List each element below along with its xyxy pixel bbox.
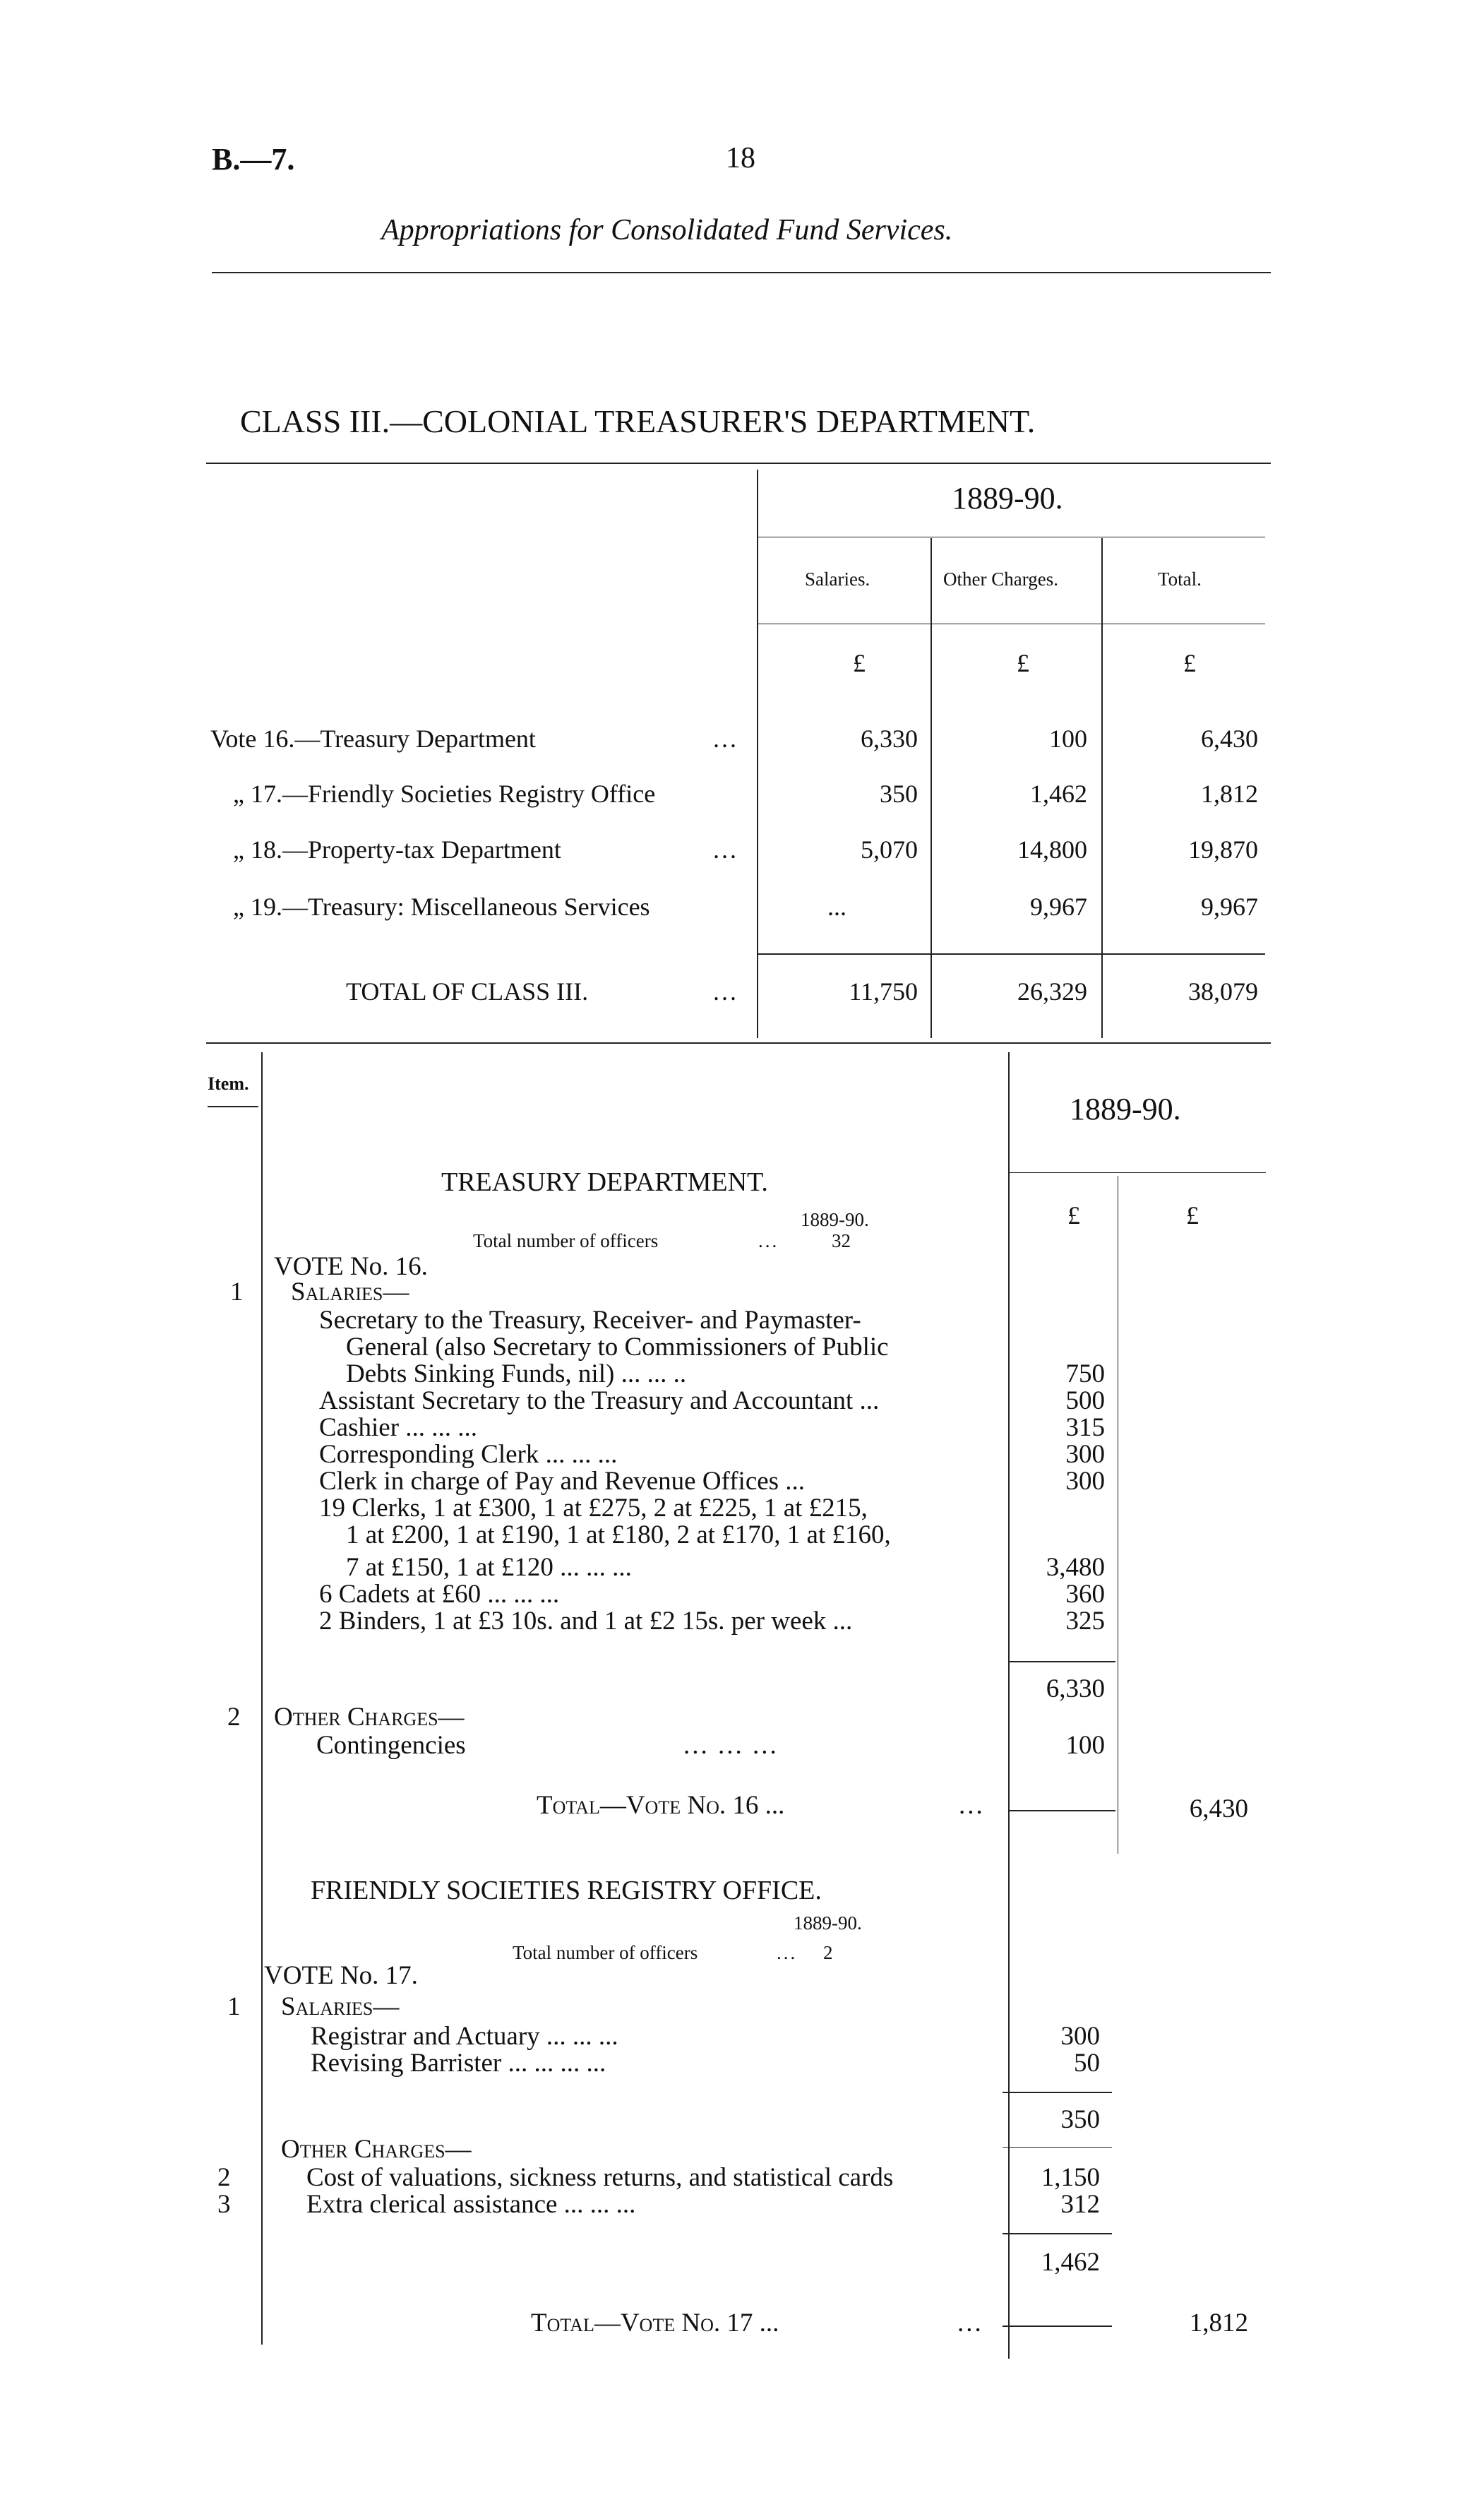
- item-number: 2: [227, 1703, 241, 1732]
- line-item-text: Revising Barrister ... ... ... ...: [311, 2049, 606, 2078]
- salaries-value: 350: [880, 780, 918, 808]
- running-title: Appropriations for Consolidated Fund Services.: [381, 214, 953, 246]
- leader-dots: ...: [713, 835, 738, 864]
- summary-year: 1889-90.: [952, 481, 1063, 516]
- line-item-text: Extra clerical assistance ... ... ...: [306, 2190, 636, 2219]
- vote-total-amount: 1,812: [1189, 2309, 1248, 2338]
- total-value: 6,430: [1201, 725, 1258, 753]
- summary-row-label: „ 17.—Friendly Societies Registry Office: [233, 780, 656, 808]
- subtotal-rule: [1003, 2326, 1112, 2327]
- salaries-value: 6,330: [861, 725, 918, 753]
- salaries-subtotal: 6,330: [1046, 1674, 1105, 1703]
- summary-top-rule: [206, 463, 1271, 464]
- line-item-text: Secretary to the Treasury, Receiver- and Paymaster-: [319, 1306, 861, 1335]
- line-item-text: Registrar and Actuary ... ... ...: [311, 2022, 618, 2051]
- summary-row-label: „ 18.—Property-tax Department: [233, 835, 561, 864]
- officers-count: 32: [832, 1230, 851, 1251]
- officers-year: 1889-90.: [801, 1209, 869, 1230]
- currency-symbol: £: [1186, 1201, 1199, 1229]
- total-value: 9,967: [1201, 893, 1258, 921]
- line-item-amount: 325: [1065, 1607, 1105, 1636]
- document-reference: B.—7.: [212, 142, 295, 177]
- other-charges-heading: Other Charges—: [274, 1703, 465, 1732]
- item-number: 1: [230, 1278, 244, 1306]
- col-salaries-header: Salaries.: [805, 568, 870, 590]
- grand-total-value: 38,079: [1188, 977, 1258, 1006]
- line-item-amount: 750: [1065, 1359, 1105, 1388]
- line-item-amount: 312: [1060, 2190, 1100, 2219]
- salaries-value: ...: [827, 893, 846, 921]
- salaries-value: 5,070: [861, 835, 918, 864]
- other-charges-subtotal: 1,462: [1041, 2248, 1100, 2277]
- line-item-amount: 100: [1065, 1731, 1105, 1760]
- vote-total-label: Total—Vote No. 16 ...: [537, 1791, 785, 1820]
- page-number: 18: [726, 142, 755, 174]
- line-item-amount: 360: [1065, 1580, 1105, 1609]
- line-item-text: 7 at £150, 1 at £120 ... ... ...: [346, 1553, 632, 1582]
- currency-symbol: £: [1067, 1201, 1080, 1229]
- salaries-heading: Salaries—: [281, 1992, 400, 2021]
- subtotal-rule: [1010, 1661, 1115, 1662]
- line-item-amount: 300: [1065, 1440, 1105, 1469]
- leader-dots: ...: [758, 1230, 779, 1251]
- line-item-amount: 1,150: [1041, 2163, 1100, 2192]
- summary-row-label: Vote 16.—Treasury Department: [210, 725, 536, 753]
- item-header-rule: [208, 1106, 258, 1107]
- officers-label: Total number of officers: [473, 1230, 659, 1251]
- summary-total-rule: [757, 953, 1265, 955]
- line-item-amount: 315: [1065, 1413, 1105, 1442]
- summary-row-label: „ 19.—Treasury: Miscellaneous Services: [233, 893, 650, 921]
- leader-dots: ...: [713, 977, 738, 1006]
- summary-col-divider: [1101, 538, 1103, 1038]
- line-item-amount: 500: [1065, 1386, 1105, 1415]
- line-item-text: Assistant Secretary to the Treasury and Accountant ...: [319, 1386, 880, 1415]
- item-number: 1: [227, 1992, 241, 2021]
- line-item-text: 1 at £200, 1 at £190, 1 at £180, 2 at £170, 1 at £160,: [346, 1520, 891, 1549]
- item-number: 2: [217, 2163, 231, 2192]
- leader-dots: ...: [777, 1942, 798, 1963]
- salaries-heading: Salaries—: [291, 1278, 409, 1306]
- other-charges-value: 1,462: [1030, 780, 1087, 808]
- leader-dots: ... ... ...: [683, 1731, 779, 1760]
- line-item-text: General (also Secretary to Commissioners of Public: [346, 1333, 889, 1362]
- line-item-text: 2 Binders, 1 at £3 10s. and 1 at £2 15s. per week ...: [319, 1607, 853, 1636]
- other-charges-value: 9,967: [1030, 893, 1087, 921]
- line-item-text: Cost of valuations, sickness returns, and statistical cards: [306, 2163, 894, 2192]
- subtotal-rule: [1003, 2233, 1112, 2234]
- line-item-amount: 3,480: [1046, 1553, 1105, 1582]
- col-total-header: Total.: [1158, 568, 1202, 590]
- other-charges-heading: Other Charges—: [281, 2135, 472, 2164]
- vote-number: VOTE No. 16.: [274, 1252, 428, 1281]
- summary-total-label: TOTAL OF CLASS III.: [346, 977, 589, 1006]
- officers-count: 2: [823, 1942, 833, 1963]
- leader-dots: ...: [959, 1791, 985, 1820]
- treasury-section-title: TREASURY DEPARTMENT.: [441, 1167, 768, 1197]
- header-rule: [212, 272, 1271, 273]
- subtotal-rule: [1003, 2092, 1112, 2093]
- line-item-amount: 300: [1065, 1467, 1105, 1496]
- officers-label: Total number of officers: [513, 1942, 698, 1963]
- other-charges-value: 100: [1049, 725, 1087, 753]
- vote-number: VOTE No. 17.: [264, 1961, 418, 1990]
- detail-year-rule: [1008, 1172, 1266, 1173]
- item-number: 3: [217, 2190, 231, 2219]
- vote-total-label: Total—Vote No. 17 ...: [531, 2309, 779, 2338]
- currency-symbol: £: [1183, 649, 1196, 677]
- salaries-subtotal: 350: [1060, 2105, 1100, 2134]
- currency-symbol: £: [853, 649, 866, 677]
- summary-bottom-rule: [206, 1042, 1271, 1044]
- item-column-divider: [261, 1052, 263, 2345]
- vote-total-amount: 6,430: [1189, 1794, 1248, 1823]
- total-salaries-value: 11,750: [849, 977, 918, 1006]
- officers-year: 1889-90.: [794, 1912, 862, 1934]
- total-value: 19,870: [1188, 835, 1258, 864]
- total-value: 1,812: [1201, 780, 1258, 808]
- leader-dots: ...: [957, 2309, 983, 2338]
- line-item-text: Corresponding Clerk ... ... ...: [319, 1440, 618, 1469]
- line-item-amount: 300: [1060, 2022, 1100, 2051]
- currency-symbol: £: [1017, 649, 1029, 677]
- line-item-text: Contingencies: [316, 1731, 466, 1760]
- subtotal-rule: [1003, 2147, 1112, 2148]
- leader-dots: ...: [713, 725, 738, 753]
- class-title: CLASS III.—COLONIAL TREASURER'S DEPARTMENT.: [240, 403, 1036, 439]
- friendly-section-title: FRIENDLY SOCIETIES REGISTRY OFFICE.: [311, 1876, 822, 1905]
- line-item-amount: 50: [1074, 2049, 1100, 2078]
- detail-year: 1889-90.: [1070, 1092, 1181, 1126]
- line-item-text: Cashier ... ... ...: [319, 1413, 478, 1442]
- line-item-text: Clerk in charge of Pay and Revenue Offices ...: [319, 1467, 806, 1496]
- other-charges-value: 14,800: [1017, 835, 1087, 864]
- line-item-text: 19 Clerks, 1 at £300, 1 at £275, 2 at £225, 1 at £215,: [319, 1494, 868, 1523]
- line-item-text: Debts Sinking Funds, nil) ... ... ..: [346, 1359, 687, 1388]
- subtotal-rule: [1010, 1810, 1115, 1811]
- summary-col-divider: [931, 538, 932, 1038]
- item-column-header: Item.: [208, 1073, 249, 1094]
- total-other-charges-value: 26,329: [1017, 977, 1087, 1006]
- line-item-text: 6 Cadets at £60 ... ... ...: [319, 1580, 560, 1609]
- col-other-charges-header: Other Charges.: [943, 568, 1058, 590]
